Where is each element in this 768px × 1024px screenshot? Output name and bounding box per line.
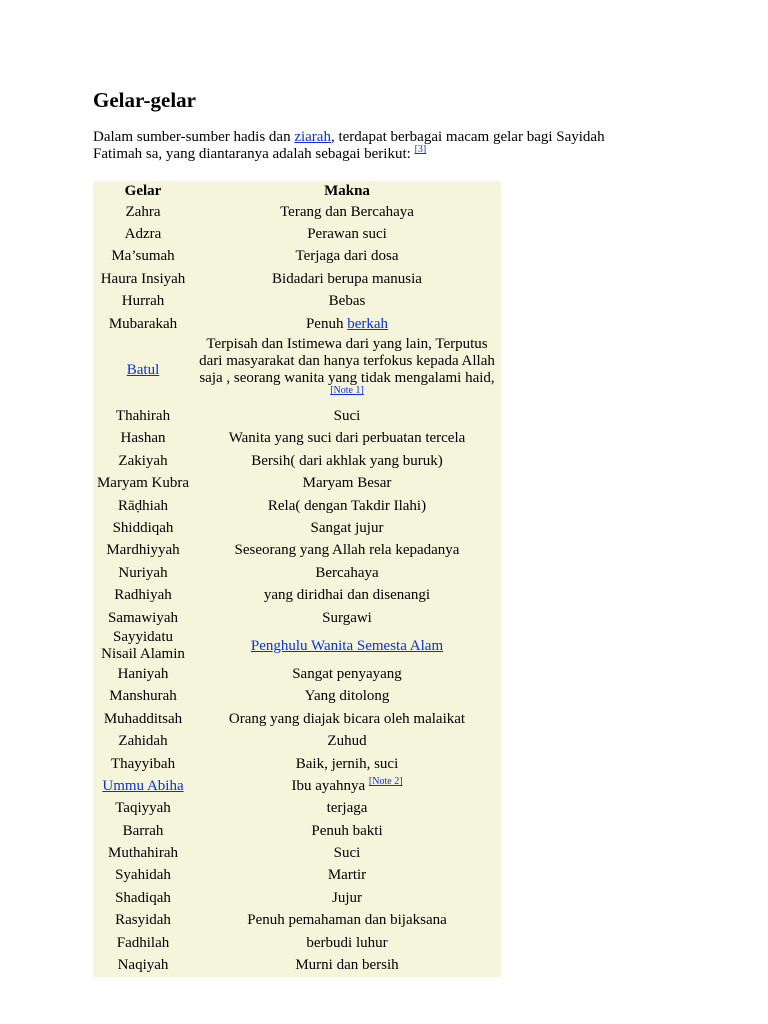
makna-text: Yang ditolong xyxy=(304,688,390,705)
makna-cell xyxy=(193,629,501,663)
makna-text: Ibu ayahnya xyxy=(291,777,369,794)
gelar-cell: Maryam Kubra xyxy=(96,475,190,492)
table-row xyxy=(93,820,501,842)
gelar-cell: Thayyibah xyxy=(110,755,176,772)
makna-text: Penuh bakti xyxy=(311,822,383,839)
table-row xyxy=(93,753,501,775)
makna-cell xyxy=(193,730,501,752)
table-row xyxy=(93,313,501,335)
makna-cell xyxy=(193,842,501,864)
note-link[interactable]: [Note 2] xyxy=(368,775,403,787)
makna-link[interactable]: Penghulu Wanita Semesta Alam xyxy=(250,637,444,654)
gelar-cell: Taqiyyah xyxy=(115,800,171,817)
makna-text: Murni dan bersih xyxy=(295,957,399,974)
makna-cell xyxy=(193,798,501,820)
makna-text: berbudi luhur xyxy=(306,934,388,951)
intro-paragraph xyxy=(93,129,653,163)
makna-text: Terpisah dan Istimewa dari yang lain, Terputus dari masyarakat dan hanya terfokus kepada Allah saja , seorang wanita yang tidak mengalami haid, xyxy=(199,336,495,387)
table-row xyxy=(93,405,501,427)
makna-cell xyxy=(193,223,501,245)
makna-cell xyxy=(193,663,501,685)
table-row xyxy=(93,450,501,472)
table-row xyxy=(93,607,501,629)
makna-cell xyxy=(193,405,501,427)
gelar-cell: Shiddiqah xyxy=(112,519,174,536)
gelar-cell: Barrah xyxy=(122,822,164,839)
gelar-cell: Shadiqah xyxy=(115,889,171,906)
table-row xyxy=(93,775,501,797)
makna-cell xyxy=(193,335,501,405)
makna-text: Penuh pemahaman dan bijaksana xyxy=(247,912,447,929)
gelar-cell: Samawiyah xyxy=(108,609,178,626)
makna-text: Sangat penyayang xyxy=(292,665,402,682)
makna-cell xyxy=(193,562,501,584)
gelar-cell: Zahra xyxy=(125,203,161,220)
makna-text: Rela( dengan Takdir Ilahi) xyxy=(267,497,427,514)
gelar-cell: Radhiyah xyxy=(114,587,172,604)
table-row xyxy=(93,335,501,405)
makna-text: Terjaga dari dosa xyxy=(295,248,399,265)
table-row xyxy=(93,495,501,517)
gelar-cell: Zakiyah xyxy=(118,452,168,469)
table-row xyxy=(93,686,501,708)
gelar-link[interactable]: Ummu Abiha xyxy=(102,777,184,794)
makna-cell xyxy=(193,954,501,976)
makna-text: Suci xyxy=(333,408,361,425)
table-row xyxy=(93,517,501,539)
intro-text-after: , terdapat berbagai macam gelar bagi Sayidah Fatimah sa, yang diantaranya adalah sebagai berikut: xyxy=(93,129,605,162)
table-row xyxy=(93,663,501,685)
makna-link[interactable]: berkah xyxy=(347,315,389,332)
makna-text: Jujur xyxy=(332,889,362,906)
gelar-cell: Hashan xyxy=(120,430,166,447)
reference-3-link[interactable]: [3] xyxy=(414,144,427,155)
makna-cell xyxy=(193,428,501,450)
makna-text: Surgawi xyxy=(322,609,372,626)
table-row xyxy=(93,629,501,663)
table-row xyxy=(93,562,501,584)
gelar-cell xyxy=(93,775,193,797)
intro-text-before: Dalam sumber-sumber hadis dan xyxy=(93,129,295,145)
gelar-cell: Sayyidatu Nisail Alamin xyxy=(101,629,185,663)
makna-cell xyxy=(193,473,501,495)
makna-text: Bidadari berupa manusia xyxy=(272,270,422,287)
gelar-cell: Thahirah xyxy=(115,408,171,425)
gelar-cell: Haura Insiyah xyxy=(100,270,186,287)
makna-text: Zuhud xyxy=(327,733,367,750)
titles-table xyxy=(93,181,501,977)
gelar-cell: Mubarakah xyxy=(108,315,178,332)
makna-cell xyxy=(193,607,501,629)
table-row xyxy=(93,291,501,313)
table-row xyxy=(93,798,501,820)
makna-cell xyxy=(193,865,501,887)
makna-cell xyxy=(193,584,501,606)
gelar-cell xyxy=(93,335,193,405)
gelar-link[interactable]: Batul xyxy=(126,361,160,378)
gelar-cell: Nuriyah xyxy=(118,564,168,581)
note-link[interactable]: [Note 1] xyxy=(330,385,364,397)
makna-text: Baik, jernih, suci xyxy=(295,755,399,772)
makna-cell xyxy=(193,686,501,708)
gelar-cell: Hurrah xyxy=(121,293,165,310)
table-row xyxy=(93,268,501,290)
gelar-cell: Syahidah xyxy=(115,867,171,884)
makna-cell xyxy=(193,450,501,472)
page-title: Gelar-gelar xyxy=(93,88,197,112)
makna-text: Martir xyxy=(327,867,367,884)
makna-text: Bersih( dari akhlak yang buruk) xyxy=(251,452,443,469)
header-gelar: Gelar xyxy=(124,182,162,199)
table-row xyxy=(93,708,501,730)
table-row xyxy=(93,201,501,223)
makna-text: Bercahaya xyxy=(315,564,379,581)
table-row xyxy=(93,246,501,268)
table-row xyxy=(93,954,501,976)
table-row xyxy=(93,473,501,495)
makna-text: Suci xyxy=(333,845,361,862)
makna-text: Maryam Besar xyxy=(302,475,392,492)
gelar-cell: Rasyidah xyxy=(115,912,171,929)
table-row xyxy=(93,932,501,954)
makna-text: Terang dan Bercahaya xyxy=(280,203,414,220)
makna-cell xyxy=(193,708,501,730)
makna-text: yang diridhai dan disenangi xyxy=(263,587,431,604)
table-row xyxy=(93,910,501,932)
table-row xyxy=(93,730,501,752)
table-row xyxy=(93,540,501,562)
table-row xyxy=(93,584,501,606)
makna-cell xyxy=(193,201,501,223)
makna-cell xyxy=(193,495,501,517)
makna-cell xyxy=(193,313,501,335)
gelar-cell: Mardhiyyah xyxy=(106,542,180,559)
makna-text: Sangat jujur xyxy=(310,519,384,536)
makna-text: terjaga xyxy=(326,800,368,817)
ziarah-link[interactable]: ziarah xyxy=(294,129,331,145)
makna-text: Penuh xyxy=(305,315,348,332)
gelar-cell: Zahidah xyxy=(118,733,168,750)
table-row xyxy=(93,842,501,864)
gelar-cell: Rāḍhiah xyxy=(118,497,168,514)
gelar-cell: Muthahirah xyxy=(108,845,178,862)
makna-cell xyxy=(193,246,501,268)
table-row xyxy=(93,428,501,450)
table-row xyxy=(93,887,501,909)
gelar-cell: Adzra xyxy=(124,226,162,243)
makna-cell xyxy=(193,910,501,932)
makna-cell xyxy=(193,932,501,954)
makna-text: Bebas xyxy=(328,293,366,310)
makna-cell xyxy=(193,268,501,290)
makna-cell xyxy=(193,517,501,539)
gelar-cell: Muhadditsah xyxy=(103,710,183,727)
makna-cell xyxy=(193,820,501,842)
makna-cell xyxy=(193,775,501,797)
makna-cell xyxy=(193,291,501,313)
header-makna: Makna xyxy=(324,182,370,199)
gelar-cell: Haniyah xyxy=(117,665,169,682)
table-row xyxy=(93,223,501,245)
makna-text: Orang yang diajak bicara oleh malaikat xyxy=(228,710,466,727)
makna-text: Perawan suci xyxy=(307,226,387,243)
gelar-cell: Naqiyah xyxy=(117,957,169,974)
gelar-cell: Manshurah xyxy=(109,688,177,705)
gelar-cell: Fadhilah xyxy=(116,934,170,951)
makna-cell xyxy=(193,753,501,775)
gelar-cell: Ma’sumah xyxy=(111,248,175,265)
makna-text: Wanita yang suci dari perbuatan tercela xyxy=(228,430,466,447)
makna-text: Seseorang yang Allah rela kepadanya xyxy=(234,542,460,559)
table-row xyxy=(93,865,501,887)
table-header-row xyxy=(93,181,501,201)
makna-cell xyxy=(193,887,501,909)
makna-cell xyxy=(193,540,501,562)
